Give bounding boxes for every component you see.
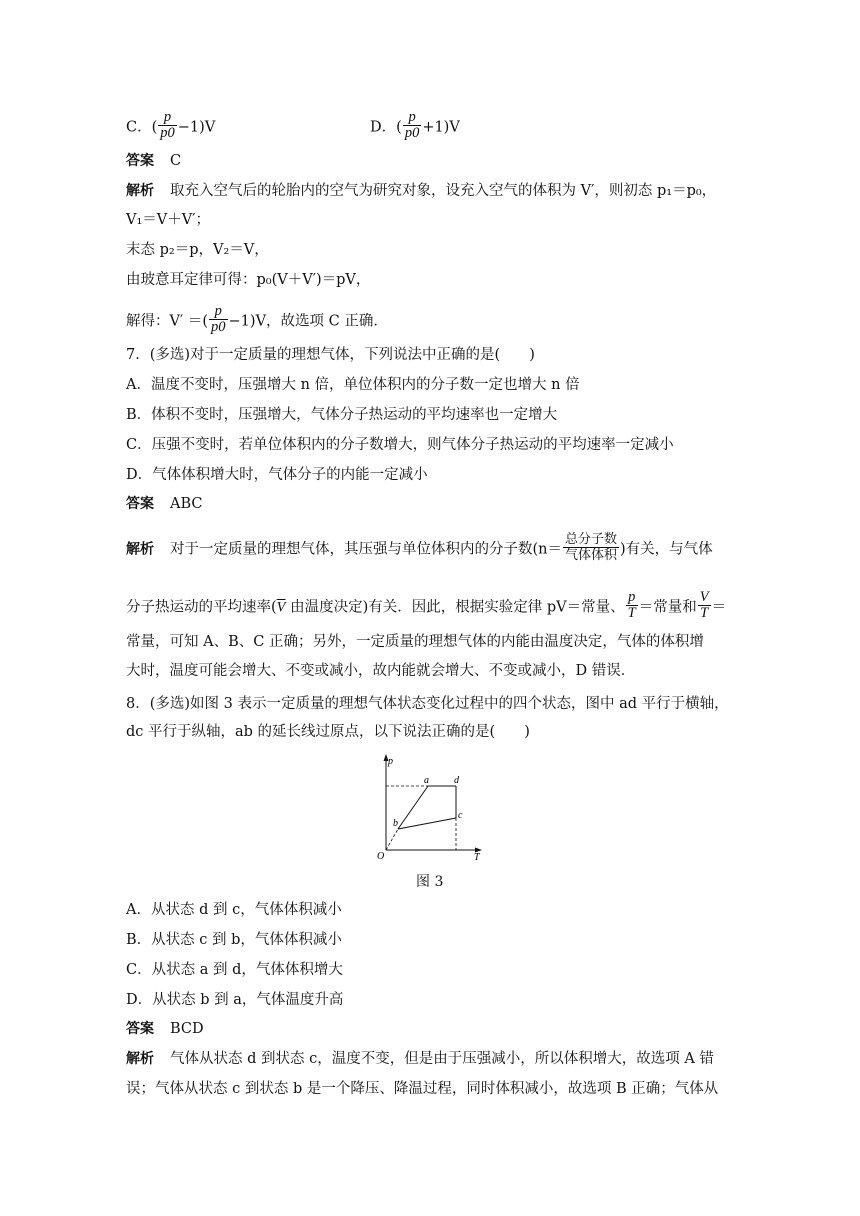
q8-analysis-line1: 解析 气体从状态 d 到状态 c，温度不变，但是由于压强减小，所以体积增大，故选项 A 错 bbox=[126, 1051, 714, 1067]
x-axis-label: T bbox=[474, 852, 480, 862]
q7-stem: 7．(多选)对于一定质量的理想气体，下列说法中正确的是( ) bbox=[126, 347, 535, 363]
q7-answer-value: ABC bbox=[170, 496, 203, 512]
q7-analysis-fraction-p-t: $\frac{p}{T}$ bbox=[627, 589, 636, 621]
q8-option-c: C．从状态 a 到 d，气体体积增大 bbox=[126, 962, 343, 978]
y-axis-label: p bbox=[388, 756, 393, 767]
q7-analysis-line1: 解析 对于一定质量的理想气体，其压强与单位体积内的分子数(n＝ $\frac{\text{总分子数}}{\text{气体体积}}$ )有关，与气体 bbox=[126, 532, 713, 563]
q6-options-row: C．( $\frac{p}{p0}$ −1)V bbox=[126, 109, 216, 141]
q6-analysis-label: 解析 bbox=[126, 183, 154, 199]
dashed-origin-to-b bbox=[386, 829, 398, 850]
q6-option-c-tail: −1)V bbox=[177, 119, 216, 136]
q7-analysis-vbar: $\overline{V}$ bbox=[276, 599, 286, 616]
line-ab bbox=[398, 786, 428, 829]
origin-label: O bbox=[377, 851, 385, 862]
point-b-label: b bbox=[393, 818, 398, 829]
q6-answer bbox=[126, 151, 181, 171]
q8-answer-value: BCD bbox=[170, 1021, 204, 1037]
q7-analysis-fraction: $\frac{\text{总分子数}}{\text{气体体积}}$ bbox=[565, 532, 618, 563]
q6-answer-label: 答案 bbox=[126, 153, 154, 169]
q8-option-b: B．从状态 c 到 b，气体体积减小 bbox=[126, 932, 342, 948]
q6-analysis-line4: 由玻意耳定律可得：p₀(V＋V′)＝pV， bbox=[126, 272, 371, 288]
q6-analysis-line1: 解析 取充入空气后的轮胎内的空气为研究对象，设充入空气的体积为 V′，则初态 p₁＝p₀， bbox=[126, 183, 717, 199]
q6-analysis-fraction: $\frac{p}{p0}$ bbox=[211, 303, 226, 335]
q6-analysis-line5: 解得：V′ ＝( $\frac{p}{p0}$ −1)V，故选项 C 正确． bbox=[126, 303, 388, 335]
q7-analysis-line2: 分子热运动的平均速率($\overline{V}$ 由温度决定)有关．因此，根据实验定律 pV＝常量、 $\frac{p}{T}$ ＝常量和 $\frac{V}{T}$ ＝ bbox=[126, 589, 727, 621]
q8-answer-label: 答案 bbox=[126, 1021, 154, 1037]
q7-analysis-line3: 常量，可知 A、B、C 正确；另外，一定质量的理想气体的内能由温度决定，气体的体积增 bbox=[126, 634, 704, 650]
q8-option-a: A．从状态 d 到 c，气体体积减小 bbox=[126, 902, 342, 918]
q7-option-d: D．气体体积增大时，气体分子的内能一定减小 bbox=[126, 467, 428, 483]
q8-answer bbox=[126, 1019, 204, 1039]
figure-caption: 图 3 bbox=[416, 874, 444, 890]
q8-option-d: D．从状态 b 到 a，气体温度升高 bbox=[126, 992, 344, 1008]
q7-answer-label: 答案 bbox=[126, 496, 154, 512]
q8-pt-diagram bbox=[368, 752, 488, 862]
q7-answer bbox=[126, 494, 203, 514]
point-d-label: d bbox=[454, 775, 459, 786]
q7-option-b: B．体积不变时，压强增大，气体分子热运动的平均速率也一定增大 bbox=[126, 407, 558, 423]
q7-analysis-label: 解析 bbox=[126, 541, 154, 558]
q6-option-d-label: D． bbox=[370, 119, 397, 136]
q8-analysis-label: 解析 bbox=[126, 1051, 154, 1067]
q8-stem-line1: 8．(多选)如图 3 表示一定质量的理想气体状态变化过程中的四个状态，图中 ad 平行于横轴， bbox=[126, 696, 729, 712]
q6-option-d: D．( $\frac{p}{p0}$ +1)V bbox=[370, 109, 460, 141]
q6-answer-value: C bbox=[170, 153, 182, 169]
q7-option-c: C．压强不变时，若单位体积内的分子数增大，则气体分子热运动的平均速率一定减小 bbox=[126, 437, 674, 453]
q6-analysis-line2: V₁＝V＋V′； bbox=[126, 212, 211, 228]
q6-option-c-label: C． bbox=[126, 119, 152, 136]
point-a-label: a bbox=[424, 775, 429, 786]
line-cb bbox=[398, 818, 456, 829]
q7-analysis-line4: 大时，温度可能会增大、不变或减小，故内能就会增大、不变或减小，D 错误． bbox=[126, 663, 636, 679]
q8-stem-line2: dc 平行于纵轴，ab 的延长线过原点，以下说法正确的是( ) bbox=[126, 724, 530, 740]
q6-option-d-tail: +1)V bbox=[422, 119, 460, 136]
q7-analysis-fraction-v-t: $\frac{V}{T}$ bbox=[699, 589, 709, 621]
q6-analysis-line3: 末态 p₂＝p，V₂＝V， bbox=[126, 242, 269, 258]
q6-option-d-fraction: $\frac{p}{p0}$ bbox=[404, 109, 420, 141]
point-c-label: c bbox=[458, 810, 463, 821]
q6-option-c-fraction: $\frac{p}{p0}$ bbox=[160, 109, 175, 141]
q7-option-a: A．温度不变时，压强增大 n 倍，单位体积内的分子数一定也增大 n 倍 bbox=[126, 377, 580, 393]
q8-analysis-line2: 误；气体从状态 c 到状态 b 是一个降压、降温过程，同时体积减小，故选项 B 正确；气体从 bbox=[126, 1081, 719, 1097]
